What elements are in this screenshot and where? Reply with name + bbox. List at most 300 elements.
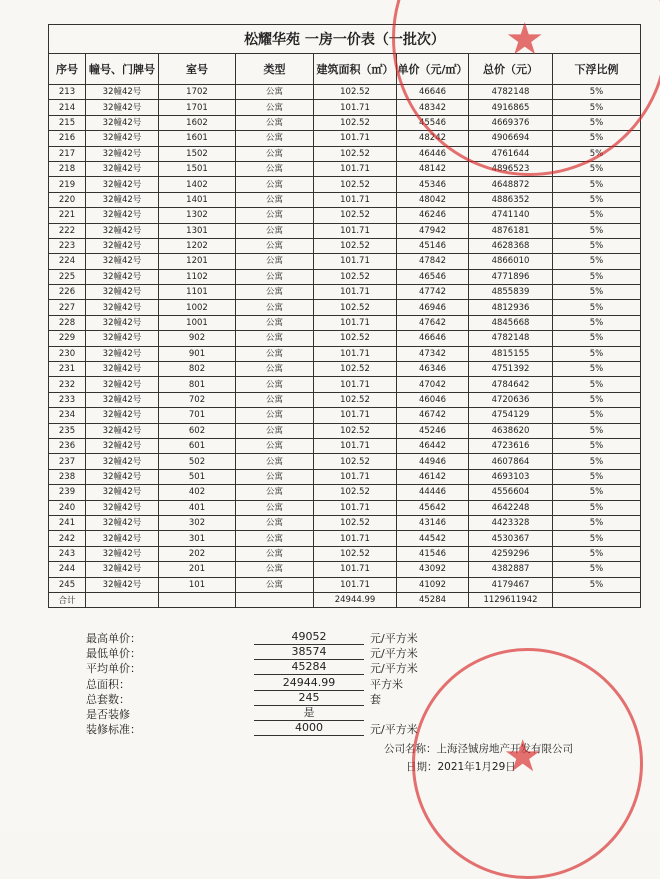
summary-row bbox=[86, 721, 416, 736]
table-cell: 225 bbox=[49, 269, 86, 284]
company-seal-star-icon: ★ bbox=[503, 731, 543, 782]
table-cell: 1601 bbox=[159, 131, 236, 146]
table-cell: 公寓 bbox=[236, 362, 314, 377]
table-cell: 5% bbox=[553, 238, 641, 253]
table-row bbox=[49, 208, 641, 223]
table-cell: 102.52 bbox=[314, 454, 397, 469]
table-cell: 32幢42号 bbox=[86, 269, 159, 284]
table-cell: 230 bbox=[49, 346, 86, 361]
table-cell: 1401 bbox=[159, 192, 236, 207]
summary-row bbox=[86, 676, 416, 691]
table-cell: 102.52 bbox=[314, 485, 397, 500]
table-cell: 公寓 bbox=[236, 285, 314, 300]
table-cell: 244 bbox=[49, 562, 86, 577]
table-row bbox=[49, 377, 641, 392]
summary-label: 总面积： bbox=[86, 677, 130, 691]
table-cell: 102.52 bbox=[314, 146, 397, 161]
column-header: 类型 bbox=[236, 54, 314, 85]
table-cell: 48242 bbox=[397, 131, 469, 146]
table-cell: 5% bbox=[553, 300, 641, 315]
table-cell: 公寓 bbox=[236, 469, 314, 484]
table-cell: 公寓 bbox=[236, 500, 314, 515]
table-cell: 5% bbox=[553, 469, 641, 484]
table-cell: 32幢42号 bbox=[86, 146, 159, 161]
table-cell: 公寓 bbox=[236, 192, 314, 207]
table-cell: 101.71 bbox=[314, 531, 397, 546]
table-cell: 220 bbox=[49, 192, 86, 207]
table-cell: 47042 bbox=[397, 377, 469, 392]
table-cell: 46646 bbox=[397, 331, 469, 346]
table-row bbox=[49, 161, 641, 176]
table-cell: 5% bbox=[553, 208, 641, 223]
summary-value: 45284 bbox=[254, 660, 364, 675]
table-cell: 1701 bbox=[159, 100, 236, 115]
table-cell: 219 bbox=[49, 177, 86, 192]
table-cell: 213 bbox=[49, 85, 86, 100]
table-cell: 221 bbox=[49, 208, 86, 223]
table-cell: 301 bbox=[159, 531, 236, 546]
table-row bbox=[49, 577, 641, 592]
table-cell: 4782148 bbox=[469, 331, 553, 346]
table-cell: 4642248 bbox=[469, 500, 553, 515]
table-cell: 201 bbox=[159, 562, 236, 577]
table-cell: 702 bbox=[159, 392, 236, 407]
table-cell: 241 bbox=[49, 515, 86, 530]
table-cell: 公寓 bbox=[236, 377, 314, 392]
table-cell: 101.71 bbox=[314, 100, 397, 115]
table-row bbox=[49, 362, 641, 377]
table-cell: 32幢42号 bbox=[86, 531, 159, 546]
summary-unit: 套 bbox=[370, 692, 381, 706]
table-cell: 41092 bbox=[397, 577, 469, 592]
table-cell: 243 bbox=[49, 546, 86, 561]
table-cell: 公寓 bbox=[236, 392, 314, 407]
price-table-wrap bbox=[48, 24, 640, 608]
table-cell: 32幢42号 bbox=[86, 315, 159, 330]
table-cell: 32幢42号 bbox=[86, 208, 159, 223]
table-cell: 801 bbox=[159, 377, 236, 392]
table-cell: 102.52 bbox=[314, 85, 397, 100]
table-cell: 43092 bbox=[397, 562, 469, 577]
table-cell: 45546 bbox=[397, 115, 469, 130]
table-cell: 32幢42号 bbox=[86, 100, 159, 115]
table-cell: 5% bbox=[553, 269, 641, 284]
table-row bbox=[49, 100, 641, 115]
table-row bbox=[49, 500, 641, 515]
column-header: 室号 bbox=[159, 54, 236, 85]
table-cell: 32幢42号 bbox=[86, 562, 159, 577]
price-table bbox=[48, 24, 641, 608]
summary-label: 总套数： bbox=[86, 692, 130, 706]
table-header-row bbox=[49, 54, 641, 85]
total-price: 1129611942 bbox=[469, 592, 553, 607]
table-cell: 1702 bbox=[159, 85, 236, 100]
table-cell: 101.71 bbox=[314, 192, 397, 207]
table-cell: 1201 bbox=[159, 254, 236, 269]
table-cell: 1402 bbox=[159, 177, 236, 192]
table-cell: 32幢42号 bbox=[86, 161, 159, 176]
summary-value: 38574 bbox=[254, 645, 364, 660]
table-cell: 32幢42号 bbox=[86, 346, 159, 361]
table-cell: 32幢42号 bbox=[86, 285, 159, 300]
date-value: 2021年1月29日 bbox=[437, 761, 516, 773]
table-row bbox=[49, 531, 641, 546]
table-cell: 5% bbox=[553, 285, 641, 300]
table-row bbox=[49, 300, 641, 315]
table-row bbox=[49, 454, 641, 469]
table-cell: 32幢42号 bbox=[86, 115, 159, 130]
summary-value: 是 bbox=[254, 706, 364, 721]
table-cell: 101.71 bbox=[314, 577, 397, 592]
table-cell: 5% bbox=[553, 377, 641, 392]
table-cell: 101 bbox=[159, 577, 236, 592]
table-cell: 47742 bbox=[397, 285, 469, 300]
table-cell: 47842 bbox=[397, 254, 469, 269]
table-cell: 公寓 bbox=[236, 85, 314, 100]
table-cell: 4648872 bbox=[469, 177, 553, 192]
summary-unit: 元/平方米 bbox=[370, 662, 418, 676]
table-row bbox=[49, 469, 641, 484]
column-header: 单价（元/㎡） bbox=[397, 54, 469, 85]
table-body bbox=[49, 85, 641, 593]
table-cell: 4751392 bbox=[469, 362, 553, 377]
table-cell: 5% bbox=[553, 192, 641, 207]
column-header: 序号 bbox=[49, 54, 86, 85]
table-row bbox=[49, 131, 641, 146]
table-cell: 1102 bbox=[159, 269, 236, 284]
summary-value: 245 bbox=[254, 691, 364, 706]
table-cell: 5% bbox=[553, 438, 641, 453]
table-cell: 222 bbox=[49, 223, 86, 238]
table-cell: 公寓 bbox=[236, 531, 314, 546]
table-cell: 32幢42号 bbox=[86, 192, 159, 207]
table-row bbox=[49, 115, 641, 130]
table-cell: 4530367 bbox=[469, 531, 553, 546]
table-cell: 公寓 bbox=[236, 300, 314, 315]
seal-star-icon: ★ bbox=[505, 14, 545, 65]
table-cell: 5% bbox=[553, 223, 641, 238]
summary-row bbox=[86, 691, 416, 706]
table-cell: 502 bbox=[159, 454, 236, 469]
table-cell: 32幢42号 bbox=[86, 485, 159, 500]
table-cell: 4723616 bbox=[469, 438, 553, 453]
table-cell: 4761644 bbox=[469, 146, 553, 161]
table-cell: 4693103 bbox=[469, 469, 553, 484]
table-cell: 5% bbox=[553, 562, 641, 577]
table-row bbox=[49, 546, 641, 561]
table-cell: 4771896 bbox=[469, 269, 553, 284]
table-cell: 32幢42号 bbox=[86, 438, 159, 453]
table-cell: 102.52 bbox=[314, 515, 397, 530]
table-cell: 45642 bbox=[397, 500, 469, 515]
table-cell: 46442 bbox=[397, 438, 469, 453]
table-cell: 5% bbox=[553, 485, 641, 500]
table-row bbox=[49, 146, 641, 161]
table-cell: 102.52 bbox=[314, 115, 397, 130]
table-cell: 4628368 bbox=[469, 238, 553, 253]
table-cell: 公寓 bbox=[236, 115, 314, 130]
table-cell: 4382887 bbox=[469, 562, 553, 577]
table-cell: 1101 bbox=[159, 285, 236, 300]
table-cell: 4669376 bbox=[469, 115, 553, 130]
table-cell: 227 bbox=[49, 300, 86, 315]
table-cell: 218 bbox=[49, 161, 86, 176]
table-cell: 235 bbox=[49, 423, 86, 438]
table-cell: 5% bbox=[553, 392, 641, 407]
table-cell: 32幢42号 bbox=[86, 546, 159, 561]
table-row bbox=[49, 238, 641, 253]
table-cell: 802 bbox=[159, 362, 236, 377]
table-row bbox=[49, 562, 641, 577]
date-label: 日期： bbox=[406, 761, 438, 773]
table-cell: 32幢42号 bbox=[86, 131, 159, 146]
table-cell: 4812936 bbox=[469, 300, 553, 315]
table-cell: 46946 bbox=[397, 300, 469, 315]
table-cell: 101.71 bbox=[314, 469, 397, 484]
table-cell: 公寓 bbox=[236, 331, 314, 346]
table-cell: 4423328 bbox=[469, 515, 553, 530]
table-row bbox=[49, 315, 641, 330]
table-row bbox=[49, 192, 641, 207]
table-cell: 32幢42号 bbox=[86, 254, 159, 269]
table-cell: 公寓 bbox=[236, 408, 314, 423]
table-cell: 101.71 bbox=[314, 562, 397, 577]
table-cell: 401 bbox=[159, 500, 236, 515]
column-header: 幢号、门牌号 bbox=[86, 54, 159, 85]
table-cell: 公寓 bbox=[236, 515, 314, 530]
table-cell: 102.52 bbox=[314, 423, 397, 438]
table-cell: 公寓 bbox=[236, 223, 314, 238]
table-cell: 32幢42号 bbox=[86, 454, 159, 469]
table-cell: 5% bbox=[553, 100, 641, 115]
table-cell: 公寓 bbox=[236, 562, 314, 577]
table-cell: 46446 bbox=[397, 146, 469, 161]
table-cell: 32幢42号 bbox=[86, 423, 159, 438]
table-cell: 4896523 bbox=[469, 161, 553, 176]
table-cell: 601 bbox=[159, 438, 236, 453]
company-name-label: 公司名称： bbox=[384, 743, 437, 755]
table-cell: 5% bbox=[553, 131, 641, 146]
summary-row bbox=[86, 660, 416, 675]
table-cell: 5% bbox=[553, 161, 641, 176]
table-cell: 5% bbox=[553, 177, 641, 192]
table-cell: 1602 bbox=[159, 115, 236, 130]
table-cell: 公寓 bbox=[236, 438, 314, 453]
table-cell: 102.52 bbox=[314, 546, 397, 561]
table-cell: 公寓 bbox=[236, 208, 314, 223]
total-row bbox=[49, 592, 641, 607]
summary-unit: 平方米 bbox=[370, 677, 403, 691]
table-cell: 302 bbox=[159, 515, 236, 530]
table-cell: 102.52 bbox=[314, 208, 397, 223]
table-cell: 5% bbox=[553, 254, 641, 269]
table-cell: 45146 bbox=[397, 238, 469, 253]
table-cell: 5% bbox=[553, 85, 641, 100]
company-info bbox=[384, 740, 573, 776]
table-cell: 46546 bbox=[397, 269, 469, 284]
table-cell: 公寓 bbox=[236, 577, 314, 592]
table-cell: 44946 bbox=[397, 454, 469, 469]
column-header: 建筑面积（㎡） bbox=[314, 54, 397, 85]
table-cell: 48142 bbox=[397, 161, 469, 176]
table-cell: 47942 bbox=[397, 223, 469, 238]
table-cell: 223 bbox=[49, 238, 86, 253]
summary-label: 平均单价： bbox=[86, 662, 141, 676]
table-cell: 5% bbox=[553, 577, 641, 592]
table-cell: 1301 bbox=[159, 223, 236, 238]
company-name: 上海泾铖房地产开发有限公司 bbox=[436, 743, 573, 755]
table-cell: 217 bbox=[49, 146, 86, 161]
table-cell: 5% bbox=[553, 362, 641, 377]
table-cell: 101.71 bbox=[314, 131, 397, 146]
table-cell: 32幢42号 bbox=[86, 331, 159, 346]
table-cell: 101.71 bbox=[314, 315, 397, 330]
table-cell: 102.52 bbox=[314, 331, 397, 346]
table-row bbox=[49, 346, 641, 361]
table-row bbox=[49, 331, 641, 346]
summary-row bbox=[86, 706, 416, 721]
table-cell: 701 bbox=[159, 408, 236, 423]
table-cell: 1501 bbox=[159, 161, 236, 176]
table-cell: 32幢42号 bbox=[86, 515, 159, 530]
total-area: 24944.99 bbox=[314, 592, 397, 607]
table-cell: 101.71 bbox=[314, 161, 397, 176]
table-cell: 32幢42号 bbox=[86, 408, 159, 423]
table-cell: 602 bbox=[159, 423, 236, 438]
table-cell: 46646 bbox=[397, 85, 469, 100]
table-cell: 101.71 bbox=[314, 223, 397, 238]
table-row bbox=[49, 285, 641, 300]
table-cell: 32幢42号 bbox=[86, 392, 159, 407]
table-cell: 202 bbox=[159, 546, 236, 561]
table-cell: 4754129 bbox=[469, 408, 553, 423]
table-cell: 46142 bbox=[397, 469, 469, 484]
table-cell: 101.71 bbox=[314, 285, 397, 300]
table-title: 松耀华苑 一房一价表（一批次） bbox=[49, 25, 641, 54]
table-row bbox=[49, 408, 641, 423]
table-cell: 5% bbox=[553, 515, 641, 530]
table-cell: 32幢42号 bbox=[86, 469, 159, 484]
table-cell: 公寓 bbox=[236, 131, 314, 146]
column-header: 下浮比例 bbox=[553, 54, 641, 85]
table-cell: 5% bbox=[553, 531, 641, 546]
table-cell: 101.71 bbox=[314, 254, 397, 269]
table-cell: 32幢42号 bbox=[86, 362, 159, 377]
table-cell: 46742 bbox=[397, 408, 469, 423]
table-cell: 102.52 bbox=[314, 269, 397, 284]
table-cell: 公寓 bbox=[236, 161, 314, 176]
table-cell: 5% bbox=[553, 454, 641, 469]
table-cell: 公寓 bbox=[236, 346, 314, 361]
table-cell: 4784642 bbox=[469, 377, 553, 392]
table-cell: 102.52 bbox=[314, 300, 397, 315]
table-cell: 43146 bbox=[397, 515, 469, 530]
summary-label: 最高单价： bbox=[86, 632, 141, 645]
table-cell: 5% bbox=[553, 146, 641, 161]
table-cell: 32幢42号 bbox=[86, 85, 159, 100]
table-cell: 公寓 bbox=[236, 454, 314, 469]
table-cell: 1502 bbox=[159, 146, 236, 161]
table-cell: 1001 bbox=[159, 315, 236, 330]
table-cell: 4845668 bbox=[469, 315, 553, 330]
table-cell: 4741140 bbox=[469, 208, 553, 223]
table-cell: 102.52 bbox=[314, 362, 397, 377]
table-cell: 公寓 bbox=[236, 485, 314, 500]
table-cell: 32幢42号 bbox=[86, 238, 159, 253]
table-cell: 32幢42号 bbox=[86, 177, 159, 192]
table-cell: 5% bbox=[553, 500, 641, 515]
table-row bbox=[49, 85, 641, 100]
table-cell: 101.71 bbox=[314, 408, 397, 423]
table-cell: 402 bbox=[159, 485, 236, 500]
table-cell: 233 bbox=[49, 392, 86, 407]
summary-row bbox=[86, 630, 416, 645]
table-cell: 102.52 bbox=[314, 238, 397, 253]
total-unit-price: 45284 bbox=[397, 592, 469, 607]
table-cell: 47342 bbox=[397, 346, 469, 361]
table-cell: 901 bbox=[159, 346, 236, 361]
table-cell: 236 bbox=[49, 438, 86, 453]
table-cell: 4906694 bbox=[469, 131, 553, 146]
table-cell: 4876181 bbox=[469, 223, 553, 238]
table-row bbox=[49, 269, 641, 284]
table-cell: 102.52 bbox=[314, 392, 397, 407]
table-cell: 公寓 bbox=[236, 100, 314, 115]
table-cell: 公寓 bbox=[236, 238, 314, 253]
table-cell: 1302 bbox=[159, 208, 236, 223]
table-cell: 41546 bbox=[397, 546, 469, 561]
total-label: 合计 bbox=[49, 592, 86, 607]
summary-label: 最低单价： bbox=[86, 647, 141, 661]
table-cell: 228 bbox=[49, 315, 86, 330]
table-cell: 4638620 bbox=[469, 423, 553, 438]
table-cell: 501 bbox=[159, 469, 236, 484]
summary-unit: 元/平方米 bbox=[370, 632, 418, 645]
table-cell: 44542 bbox=[397, 531, 469, 546]
table-cell: 4179467 bbox=[469, 577, 553, 592]
table-cell: 232 bbox=[49, 377, 86, 392]
summary-unit: 元/平方米 bbox=[370, 647, 418, 661]
table-cell: 4855839 bbox=[469, 285, 553, 300]
table-row bbox=[49, 254, 641, 269]
table-cell: 32幢42号 bbox=[86, 223, 159, 238]
column-header: 总价（元） bbox=[469, 54, 553, 85]
table-cell: 48042 bbox=[397, 192, 469, 207]
table-cell: 902 bbox=[159, 331, 236, 346]
table-cell: 45246 bbox=[397, 423, 469, 438]
table-cell: 32幢42号 bbox=[86, 577, 159, 592]
table-cell: 242 bbox=[49, 531, 86, 546]
table-cell: 4815155 bbox=[469, 346, 553, 361]
table-cell: 5% bbox=[553, 331, 641, 346]
table-cell: 237 bbox=[49, 454, 86, 469]
table-cell: 公寓 bbox=[236, 254, 314, 269]
table-cell: 32幢42号 bbox=[86, 500, 159, 515]
table-cell: 46246 bbox=[397, 208, 469, 223]
table-cell: 32幢42号 bbox=[86, 377, 159, 392]
table-row bbox=[49, 177, 641, 192]
table-cell: 5% bbox=[553, 346, 641, 361]
table-cell: 45346 bbox=[397, 177, 469, 192]
summary-block bbox=[86, 630, 416, 736]
table-cell: 1002 bbox=[159, 300, 236, 315]
summary-label: 装修标准： bbox=[86, 723, 141, 737]
table-row bbox=[49, 223, 641, 238]
table-row bbox=[49, 438, 641, 453]
table-cell: 231 bbox=[49, 362, 86, 377]
table-cell: 4720636 bbox=[469, 392, 553, 407]
table-cell: 47642 bbox=[397, 315, 469, 330]
